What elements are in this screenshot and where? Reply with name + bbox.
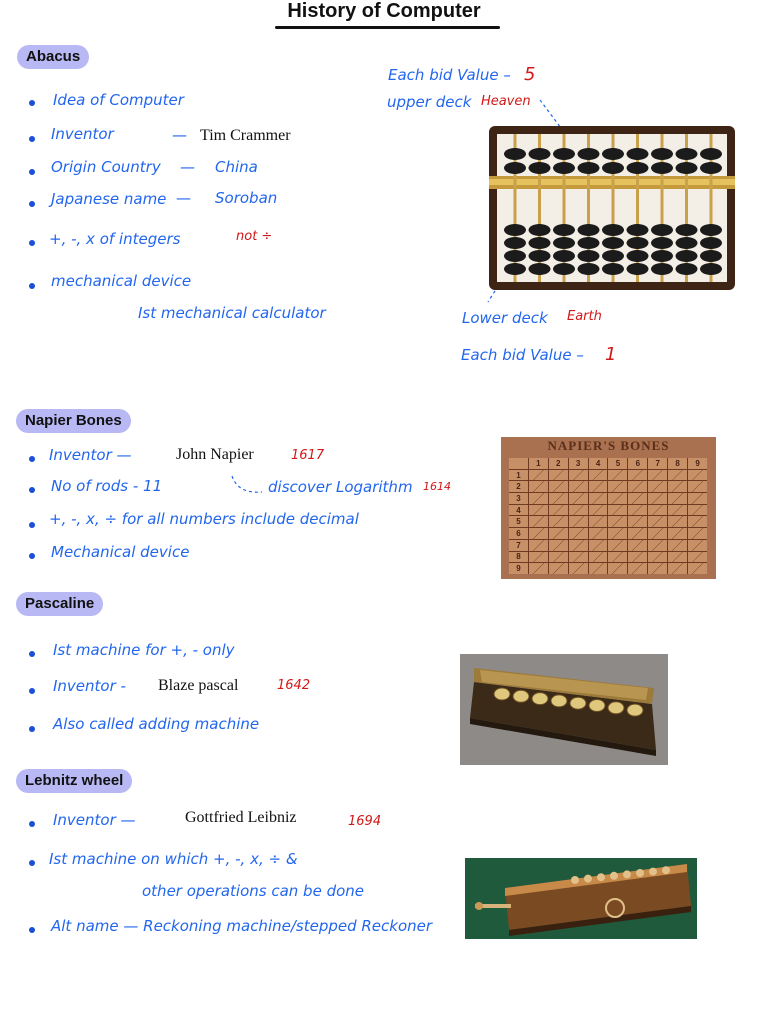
leibnitz-image — [465, 858, 697, 939]
abacus-lower-deck-note: Lower deck — [462, 309, 548, 327]
bullet — [29, 651, 35, 657]
abacus-earth-note: Earth — [567, 309, 602, 324]
pascaline-image — [460, 654, 668, 765]
napier-discover-note: discover Logarithm — [268, 478, 413, 496]
leibnitz-item-alt-name: Alt name — Reckoning machine/stepped Reckoner — [51, 917, 433, 935]
bullet — [29, 860, 35, 866]
abacus-japanese-value: Soroban — [215, 189, 278, 207]
napier-item-rods: No of rods - 11 — [51, 477, 163, 495]
pascaline-year: 1642 — [277, 678, 311, 693]
page-title: History of Computer — [287, 0, 481, 22]
napier-bones-image — [501, 437, 716, 579]
abacus-image — [489, 126, 735, 290]
section-heading-abacus: Abacus — [17, 45, 89, 69]
napier-item-inventor: Inventor — — [49, 446, 132, 464]
leibnitz-item-operations-cont: other operations can be done — [142, 882, 364, 900]
bullet — [29, 456, 35, 462]
abacus-item-origin: Origin Country — [51, 158, 161, 176]
leibnitz-item-inventor: Inventor — — [53, 811, 136, 829]
napier-discover-year: 1614 — [423, 480, 451, 493]
abacus-inventor-name: Tim Crammer — [200, 127, 291, 144]
abacus-item-mechanical: mechanical device — [51, 272, 192, 290]
bullet — [29, 553, 35, 559]
abacus-item-japanese-name: Japanese name — [51, 190, 167, 208]
dash: — — [172, 126, 187, 144]
pascaline-item-adding-machine: Also called adding machine — [53, 715, 260, 733]
bullet — [29, 688, 35, 694]
bullet — [29, 522, 35, 528]
pascaline-item-first-machine: Ist machine for +, - only — [53, 641, 235, 659]
abacus-origin-value: China — [215, 158, 258, 176]
abacus-item-operations: +, -, x of integers — [49, 230, 181, 248]
napier-inventor-name: John Napier — [176, 446, 254, 463]
abacus-upper-value-note: Each bid Value – — [388, 66, 511, 84]
napier-item-mechanical: Mechanical device — [51, 543, 190, 561]
abacus-item-idea: Idea of Computer — [53, 91, 184, 109]
abacus-first-calculator: Ist mechanical calculator — [138, 304, 326, 322]
bullet — [29, 821, 35, 827]
pascaline-item-inventor: Inventor - — [53, 677, 126, 695]
dash: — — [180, 158, 195, 176]
leibnitz-item-first-machine: Ist machine on which +, -, x, ÷ & — [49, 850, 298, 868]
napier-item-operations: +, -, x, ÷ for all numbers include decimal — [49, 510, 359, 528]
napier-year: 1617 — [291, 448, 325, 463]
section-heading-leibnitz-wheel: Lebnitz wheel — [16, 769, 132, 793]
napier-image-title: NAPIER'S BONES — [547, 438, 670, 453]
section-heading-napier-bones: Napier Bones — [16, 409, 131, 433]
leibnitz-inventor-name: Gottfried Leibniz — [185, 809, 297, 826]
abacus-upper-deck-note: upper deck — [387, 93, 472, 111]
leibnitz-year: 1694 — [348, 814, 382, 829]
abacus-item-inventor: Inventor — [51, 125, 114, 143]
abacus-not-division: not ÷ — [236, 229, 273, 244]
section-heading-pascaline: Pascaline — [16, 592, 103, 616]
abacus-lower-value-number: 1 — [605, 344, 617, 365]
napier-grid: 1 2 3 4 5 6 7 8 9 1 2 3 4 5 6 7 8 9 — [509, 458, 707, 574]
dash: — — [176, 189, 191, 207]
bullet — [29, 487, 35, 493]
abacus-lower-value-note: Each bid Value – — [461, 346, 584, 364]
pascaline-inventor-name: Blaze pascal — [158, 677, 239, 694]
bullet — [29, 927, 35, 933]
abacus-upper-value-number: 5 — [524, 64, 536, 85]
bullet — [29, 726, 35, 732]
abacus-heaven-note: Heaven — [481, 94, 531, 109]
